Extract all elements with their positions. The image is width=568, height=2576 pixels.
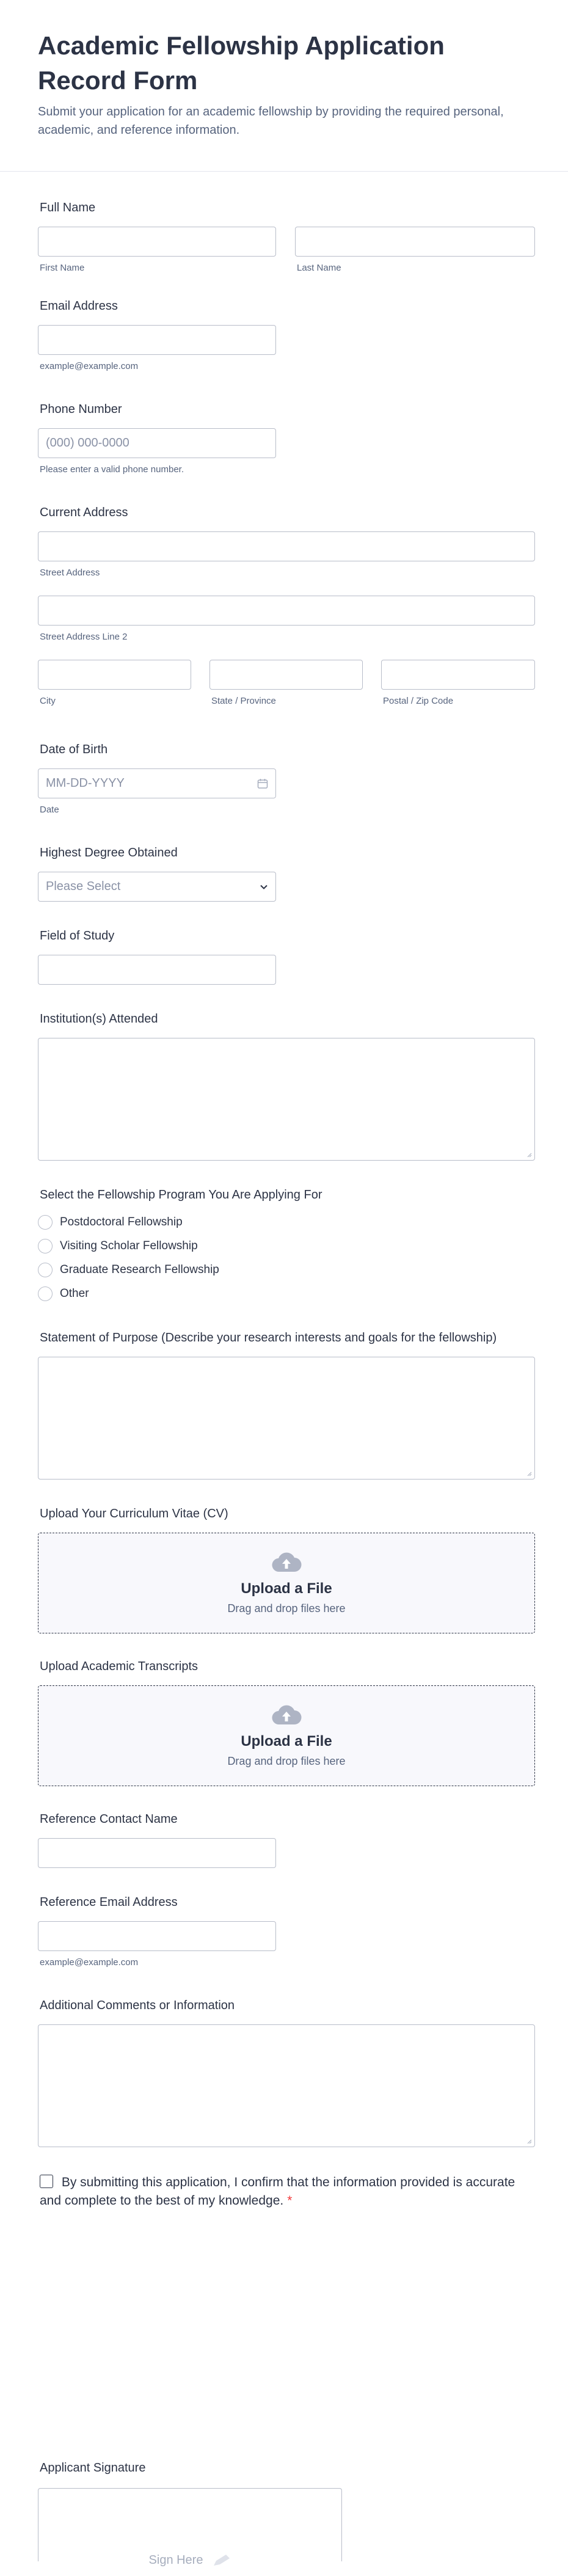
transcripts-upload-field [38,1658,530,1811]
state-sub: State / Province [211,696,276,706]
program-option-label: Visiting Scholar Fellowship [60,1239,198,1252]
zip-sub: Postal / Zip Code [383,696,454,706]
field-of-study-input[interactable] [38,955,276,985]
radio-button[interactable] [38,1239,53,1253]
comments-textarea[interactable] [38,2024,535,2147]
form-header [0,0,568,172]
dob-label: Date of Birth [40,743,108,756]
comments-field [38,1998,530,2173]
field-of-study-label: Field of Study [40,929,115,943]
required-mark: * [287,2194,293,2208]
city-input[interactable] [38,660,191,690]
cv-upload-title: Upload a File [241,1580,332,1597]
cv-upload-field [38,1506,530,1658]
radio-button[interactable] [38,1286,53,1301]
phone-input[interactable]: (000) 000-0000 [38,428,276,458]
statement-field [38,1330,530,1506]
street-sub: Street Address [40,567,100,578]
street-input[interactable] [38,531,535,561]
street2-sub: Street Address Line 2 [40,632,128,642]
resize-handle-icon[interactable] [527,2139,532,2144]
last-name-input[interactable] [295,227,535,257]
first-name-sub: First Name [40,263,85,273]
statement-textarea[interactable] [38,1357,535,1480]
field-of-study-field [38,928,530,1011]
program-option[interactable] [38,1210,530,1234]
institutions-textarea[interactable] [38,1038,535,1161]
institutions-field [38,1011,530,1187]
form-title: Academic Fellowship Application Record Form [38,31,445,95]
email-input[interactable] [38,325,276,355]
full-name-field [38,200,530,298]
program-field [38,1187,530,1330]
phone-label: Phone Number [40,403,122,416]
city-sub: City [40,696,56,706]
dob-input[interactable] [38,768,276,798]
pen-icon [213,2553,231,2561]
institutions-label: Institution(s) Attended [40,1012,158,1026]
reference-email-sub: example@example.com [40,1957,139,1968]
full-name-label: Full Name [40,201,96,214]
degree-field [38,845,530,928]
address-field [38,505,530,742]
last-name-sub: Last Name [297,263,341,273]
transcripts-upload-dropzone[interactable] [38,1685,535,1786]
degree-select[interactable] [38,872,276,902]
statement-label: Statement of Purpose (Describe your research interests and goals for the fellowship) [40,1331,497,1345]
reference-email-label: Reference Email Address [40,1896,178,1909]
signature-label: Applicant Signature [40,2461,146,2475]
form-subtitle: Submit your application for an academic fellowship by providing the required personal, academic, and reference information. [38,105,504,137]
reference-email-field [38,1894,530,1998]
phone-sub: Please enter a valid phone number. [40,464,184,475]
radio-button[interactable] [38,1215,53,1230]
reference-name-label: Reference Contact Name [40,1812,178,1826]
reference-name-input[interactable] [38,1838,276,1868]
program-label: Select the Fellowship Program You Are Applying For [40,1188,322,1202]
consent-text [40,2173,522,2210]
signature-field [38,2460,530,2567]
degree-selected: Please Select [46,880,121,893]
resize-handle-icon[interactable] [527,1153,532,1158]
program-option[interactable] [38,1282,530,1305]
street2-input[interactable] [38,596,535,626]
transcripts-upload-sub: Drag and drop files here [227,1755,346,1767]
program-option[interactable] [38,1234,530,1258]
email-field [38,298,530,401]
address-label: Current Address [40,506,128,519]
first-name-input[interactable] [38,227,276,257]
program-option-label: Graduate Research Fellowship [60,1263,219,1276]
reference-email-input[interactable] [38,1921,276,1951]
consent-label: By submitting this application, I confirm that the information provided is accurate and complete to the best of my knowledge. [40,2175,515,2208]
form-body [0,172,568,2567]
email-sub: example@example.com [40,361,139,371]
state-input[interactable] [209,660,363,690]
dob-placeholder: MM-DD-YYYY [46,776,125,790]
program-option-label: Postdoctoral Fellowship [60,1215,183,1228]
cv-label: Upload Your Curriculum Vitae (CV) [40,1507,228,1520]
consent-field [38,2173,530,2460]
transcripts-label: Upload Academic Transcripts [40,1660,198,1673]
chevron-down-icon [260,883,268,891]
program-option[interactable] [38,1258,530,1282]
radio-button[interactable] [38,1263,53,1277]
degree-label: Highest Degree Obtained [40,846,178,859]
comments-label: Additional Comments or Information [40,1999,235,2012]
phone-field [38,401,530,505]
resize-handle-icon[interactable] [527,1472,532,1476]
signature-pad[interactable] [38,2488,342,2567]
program-option-label: Other [60,1286,89,1300]
dob-field [38,742,530,845]
email-label: Email Address [40,299,118,313]
cv-upload-sub: Drag and drop files here [227,1602,346,1615]
dob-sub: Date [40,805,59,815]
transcripts-upload-title: Upload a File [241,1733,332,1750]
zip-input[interactable] [381,660,535,690]
cloud-upload-icon [271,1551,302,1573]
reference-name-field [38,1811,530,1894]
cv-upload-dropzone[interactable] [38,1533,535,1633]
signature-placeholder: Sign Here [148,2553,203,2567]
consent-checkbox[interactable] [40,2175,53,2188]
calendar-icon[interactable] [257,778,268,789]
cloud-upload-icon [271,1704,302,1726]
